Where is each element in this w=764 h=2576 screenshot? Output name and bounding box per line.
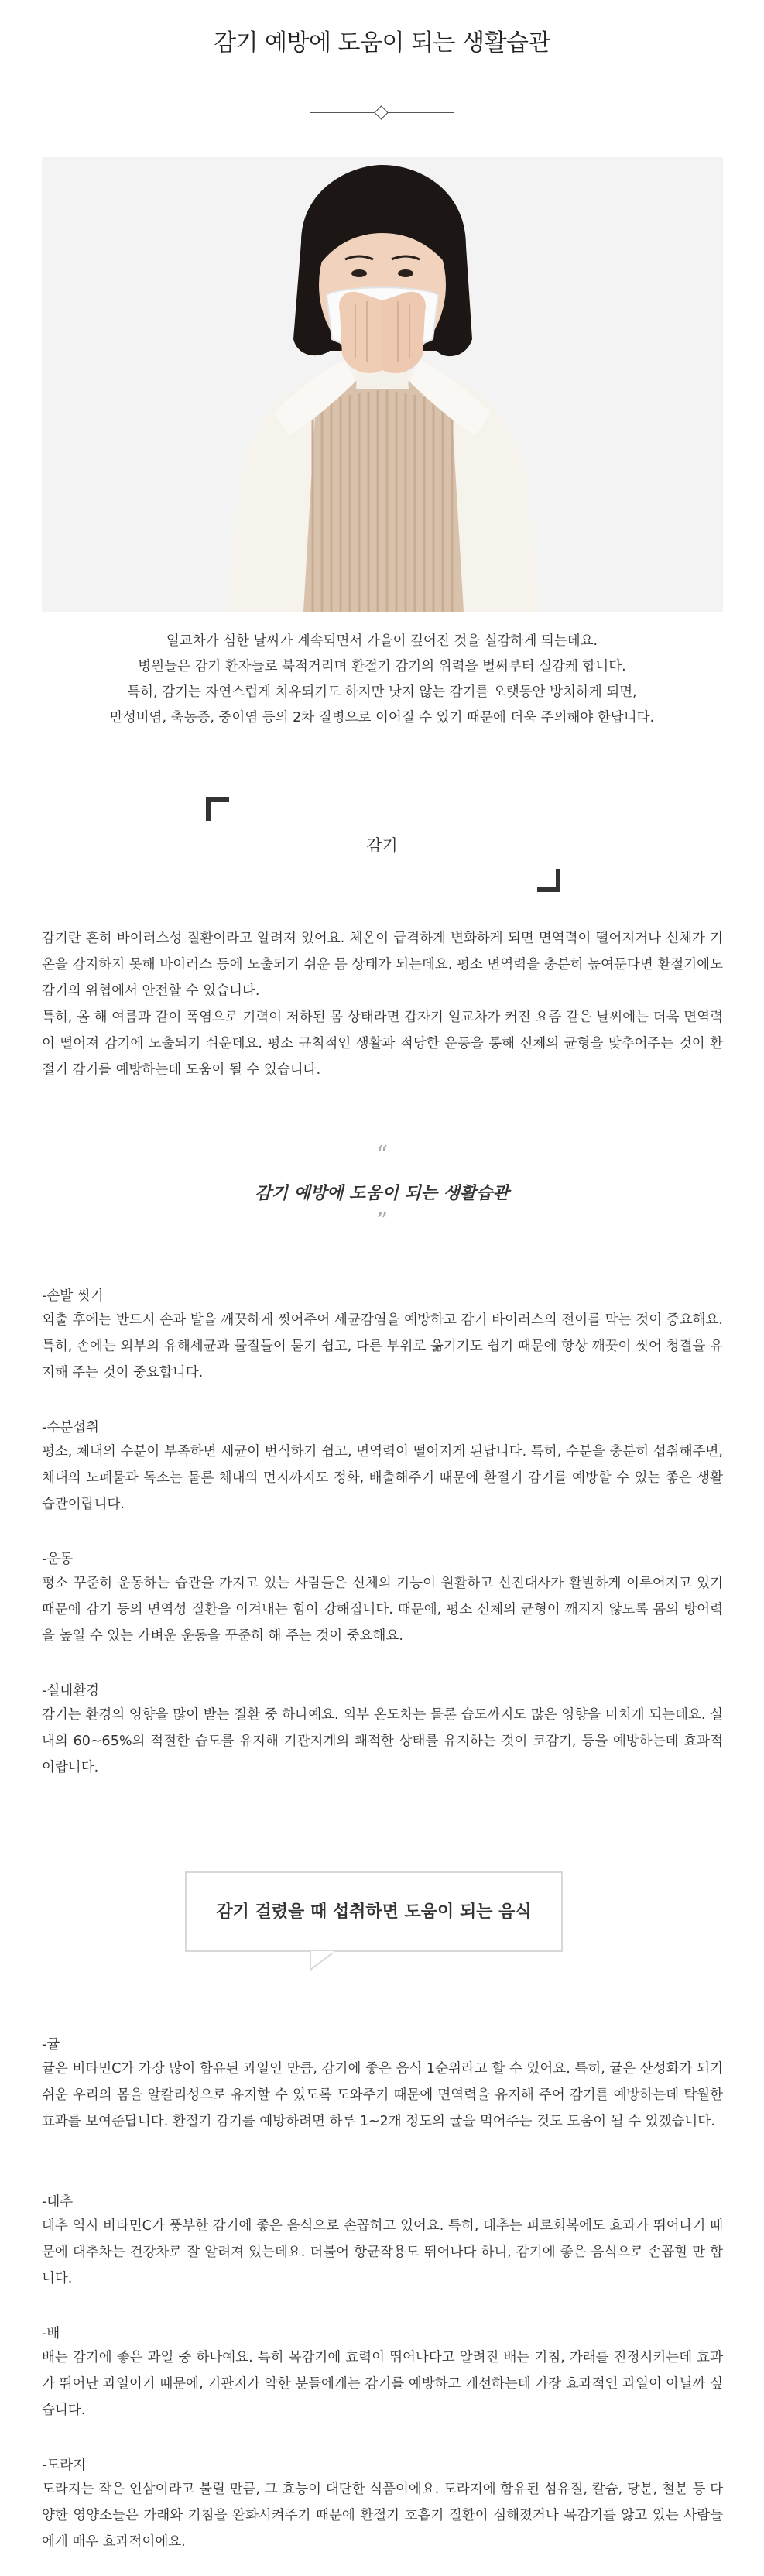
page-title: 감기 예방에 도움이 되는 생활습관	[214, 29, 550, 57]
tip-body: 평소 꾸준히 운동하는 습관을 가지고 있는 사람들은 신체의 기능이 원활하고 신진대사가 활발하게 이루어지고 있기 때문에 감기 등의 면역성 질환을 이겨내는 힘이 강해집니다. 때문에, 평소 신체의 균형이 깨지지 않도록 몸의 방어력을 높일 수 있는 가벼운 운동을 꾸준히 해 주는 것이 중요해요.	[42, 1576, 723, 1644]
intro-line: 일교차가 심한 날씨가 계속되면서 가을이 깊어진 것을 실감하게 되는데요.	[166, 633, 598, 649]
intro-line: 특히, 감기는 자연스럽게 치유되기도 하지만 낫지 않는 감기를 오랫동안 방치하게 되면,	[127, 684, 637, 700]
cold-section-body	[42, 925, 723, 1083]
quote-close-icon: ”	[375, 1208, 389, 1235]
tip-title: -수분섭취	[42, 1420, 99, 1435]
tip-title: -실내환경	[42, 1683, 99, 1699]
tip-body: 평소, 체내의 수분이 부족하면 세균이 번식하기 쉽고, 면역력이 떨어지게 된답니다. 특히, 수분을 충분히 섭취해주면, 체내의 노폐물과 독소는 물론 체내의 먼지까지도 정화, 배출해주기 때문에 환절기 감기를 예방할 수 있는 좋은 생활습관이랍니다.	[42, 1444, 723, 1512]
food-title: -배	[42, 2326, 60, 2341]
food-body: 귤은 비타민C가 가장 많이 함유된 과일인 만큼, 감기에 좋은 음식 1순위라고 할 수 있어요. 특히, 귤은 산성화가 되기 쉬운 우리의 몸을 알칼리성으로 유지할 수 있도록 도와주기 때문에 면역력을 유지해 주어 감기를 예방하는데 탁월한 효과를 보여준답니다. 환절기 감기를 예방하려면 하루 1~2개 정도의 귤을 먹어주는 것도 도움이 될 수 있겠습니다.	[42, 2061, 723, 2129]
intro-line: 병원들은 감기 환자들로 북적거리며 환절기 감기의 위력을 벌써부터 실감케 합니다.	[138, 659, 626, 674]
food-section-heading: 감기 걸렸을 때 섭취하면 도움이 되는 음식	[216, 1902, 532, 1922]
food-title: -도라지	[42, 2458, 87, 2473]
food-title: -대추	[42, 2194, 74, 2210]
cold-section-heading: 감기	[366, 836, 398, 855]
quote-open-icon: “	[375, 1141, 389, 1168]
paragraph: 감기란 흔히 바이러스성 질환이라고 알려져 있어요. 체온이 급격하게 변화하게 되면 면역력이 떨어지거나 신체가 기온을 감지하지 못해 바이러스 등에 노출되기 쉬운 몸 상태가 되는데요. 평소 면역력을 충분히 높여둔다면 환절기에도 감기의 위협에서 안전할 수 있습니다.	[42, 931, 723, 999]
tip-title: -손발 씻기	[42, 1288, 104, 1304]
title-divider	[310, 105, 454, 121]
bracket-corner-bottom-right	[537, 869, 560, 892]
hero-image	[42, 157, 723, 612]
intro-line: 만성비염, 축농증, 중이염 등의 2차 질병으로 이어질 수 있기 때문에 더욱 주의해야 한답니다.	[109, 710, 655, 725]
tip-body: 외출 후에는 반드시 손과 발을 깨끗하게 씻어주어 세균감염을 예방하고 감기 바이러스의 전이를 막는 것이 중요해요. 특히, 손에는 외부의 유해세균과 물질들이 묻기 쉽고, 다른 부위로 옮기기도 쉽기 때문에 항상 깨끗이 씻어 청결을 유지해 주는 것이 중요합니다.	[42, 1312, 723, 1381]
diamond-icon	[374, 105, 388, 119]
tip-body: 감기는 환경의 영향을 많이 받는 질환 중 하나예요. 외부 온도차는 물론 습도까지도 많은 영향을 미치게 되는데요. 실내의 60~65%의 적절한 습도를 유지해 기관지계의 쾌적한 상태를 유지하는 것이 코감기, 등을 예방하는데 효과적이랍니다.	[42, 1707, 723, 1775]
paragraph: 특히, 올 해 여름과 같이 폭염으로 기력이 저하된 몸 상태라면 갑자기 일교차가 커진 요즘 같은 날씨에는 더욱 면역력이 떨어져 감기에 노출되기 쉬운데요. 평소 규칙적인 생활과 적당한 운동을 통해 신체의 균형을 맞추어주는 것이 환절기 감기를 예방하는데 도움이 될 수 있습니다.	[42, 1010, 723, 1078]
tip-title: -운동	[42, 1552, 74, 1567]
bracket-corner-top-left	[206, 797, 229, 821]
intro-text	[0, 629, 764, 731]
food-body: 도라지는 작은 인삼이라고 불릴 만큼, 그 효능이 대단한 식품이에요. 도라지에 함유된 섬유질, 칼슘, 당분, 철분 등 다양한 영양소들은 가래와 기침을 완화시켜주기 때문에 환절기 호흡기 질환이 심해졌거나 목감기를 앓고 있는 사람들에게 매우 효과적이에요.	[42, 2482, 723, 2550]
food-body: 대추 역시 비타민C가 풍부한 감기에 좋은 음식으로 손꼽히고 있어요. 특히, 대추는 피로회복에도 효과가 뛰어나기 때문에 대추차는 건강차로 잘 알려져 있는데요. 더불어 항균작용도 뛰어나다 하니, 감기에 좋은 음식으로 손꼽힐 만 합니다.	[42, 2218, 723, 2286]
food-body: 배는 감기에 좋은 과일 중 하나예요. 특히 목감기에 효력이 뛰어나다고 알려진 배는 기침, 가래를 진정시키는데 효과가 뛰어난 과일이기 때문에, 기관지가 약한 분들에게는 감기를 예방하고 개선하는데 가장 효과적인 과일이 아닐까 싶습니다.	[42, 2350, 723, 2418]
food-title: -귤	[42, 2037, 60, 2053]
tips-section-heading: 감기 예방에 도움이 되는 생활습관	[255, 1183, 509, 1203]
speech-bubble-tail	[310, 1951, 337, 1971]
